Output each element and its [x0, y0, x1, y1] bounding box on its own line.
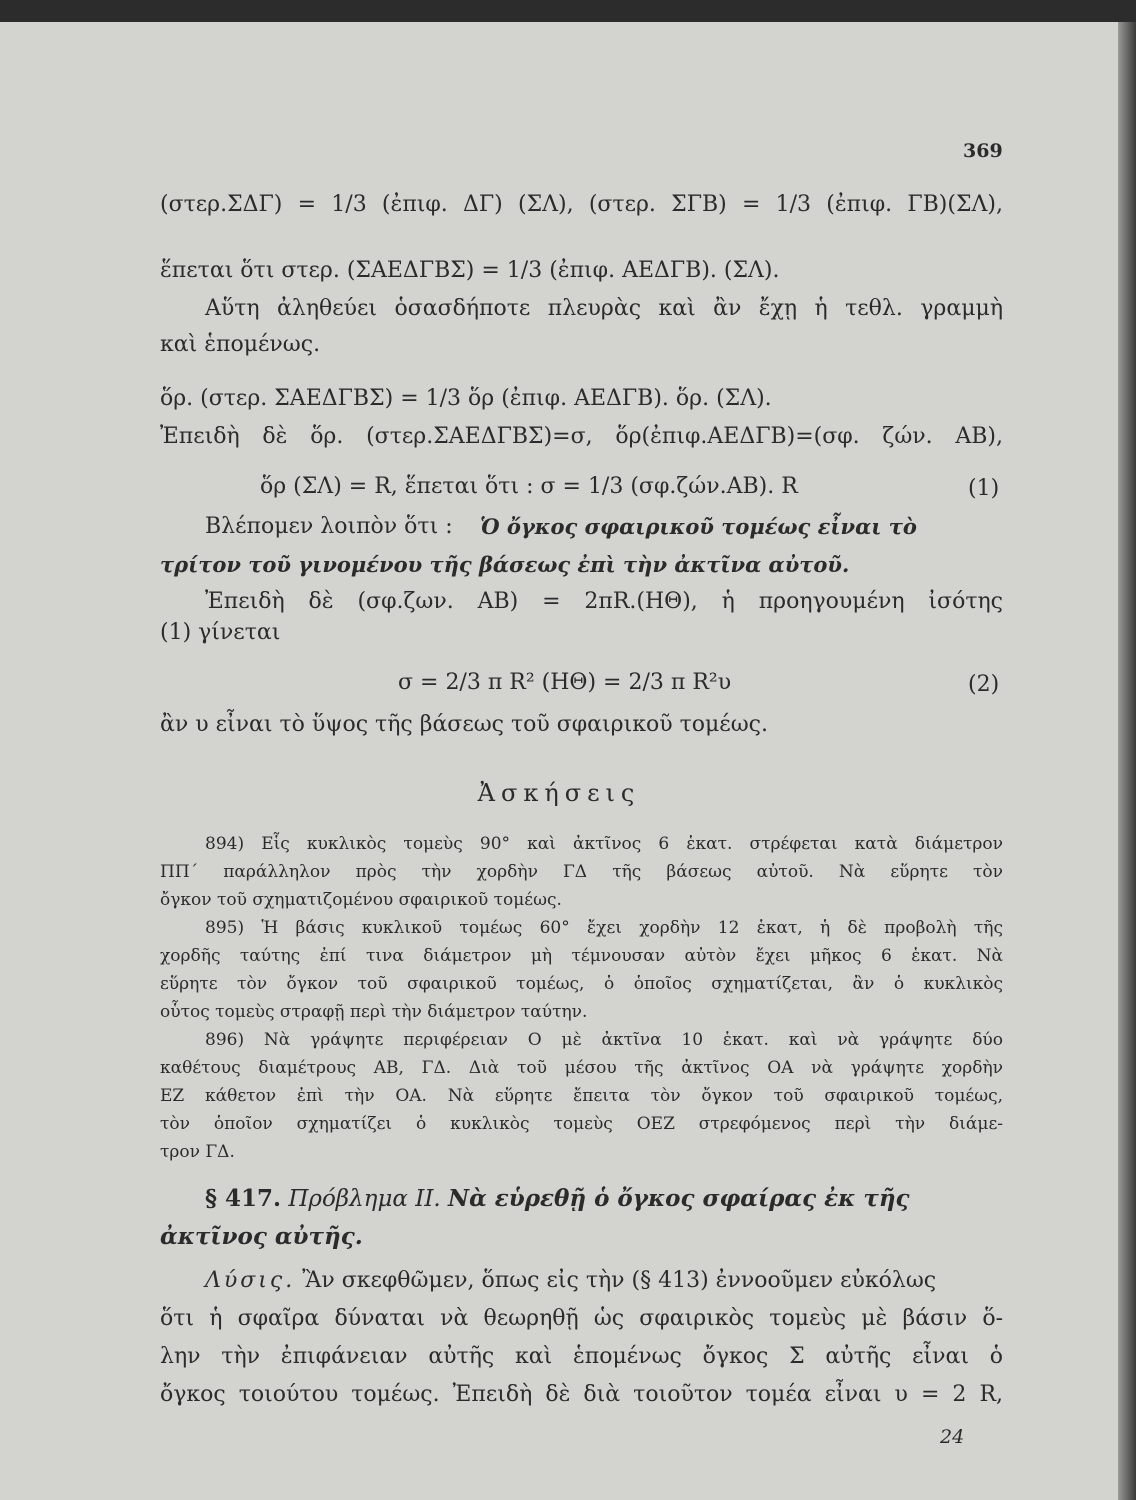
book-page [0, 22, 1118, 1500]
formula: σ = 2/3 π R² (ΗΘ) = 2/3 π R²υ [398, 670, 732, 695]
text-line: Βλέπομεν λοιπὸν ὅτι : [205, 514, 453, 539]
exercise-line: 894) Εἷς κυκλικὸς τομεὺς 90° καὶ ἀκτῖνος 6 ἑκατ. στρέφεται κατὰ διάμετρον [205, 834, 1003, 854]
exercise-line: τὸν ὁποῖον σχηματίζει ὁ κυκλικὸς τομεὺς ΟΕΖ στρεφόμενος περὶ τὴν διάμε- [160, 1114, 1003, 1134]
exercise-line: καθέτους διαμέτρους ΑΒ, ΓΔ. Διὰ τοῦ μέσου τῆς ἀκτῖνος ΟΑ νὰ γράψητε χορδὴν [160, 1058, 1003, 1078]
exercise-line: εὕρητε τὸν ὄγκον τοῦ σφαιρικοῦ τομέως, ὁ ὁποῖος σχηματίζεται, ἂν ὁ κυκλικὸς [160, 974, 1003, 994]
page-edge-shadow [1118, 22, 1136, 1500]
theorem-statement: τρίτον τοῦ γινομένου τῆς βάσεως ἐπὶ τὴν ἀκτῖνα αὐτοῦ. [160, 552, 850, 577]
equation-number: (1) [968, 476, 1000, 501]
page-number: 369 [963, 140, 1003, 162]
text-line: (1) γίνεται [160, 620, 281, 645]
section-statement: Νὰ εὑρεθῇ ὁ ὄγκος σφαίρας ἐκ τῆς [448, 1185, 910, 1212]
solution-line: ὅτι ἡ σφαῖρα δύναται νὰ θεωρηθῇ ὡς σφαιρικὸς τομεὺς μὲ βάσιν ὅ- [160, 1306, 1003, 1331]
solution-line [205, 1266, 936, 1296]
exercise-line: ΠΠ΄ παράλληλον πρὸς τὴν χορδὴν ΓΔ τῆς βάσεως αὐτοῦ. Νὰ εὕρητε τὸν [160, 862, 1003, 882]
exercise-line: ΕΖ κάθετον ἐπὶ τὴν ΟΑ. Νὰ εὕρητε ἔπειτα τὸν ὄγκον τοῦ σφαιρικοῦ τομέως, [160, 1086, 1003, 1106]
text-line: ὅρ (ΣΛ) = R, ἕπεται ὅτι : σ = 1/3 (σφ.ζών.ΑΒ). R [260, 474, 798, 499]
section-heading [205, 1184, 910, 1214]
exercise-line: 895) Ἡ βάσις κυκλικοῦ τομέως 60° ἔχει χορδὴν 12 ἑκατ, ἡ δὲ προβολὴ τῆς [205, 918, 1003, 938]
signature-number: 24 [940, 1426, 965, 1448]
text-line: ἂν υ εἶναι τὸ ὕψος τῆς βάσεως τοῦ σφαιρικοῦ τομέως. [160, 712, 768, 737]
solution-line: ὄγκος τοιούτου τομέως. Ἐπειδὴ δὲ διὰ τοιοῦτον τομέα εἶναι υ = 2 R, [160, 1382, 1003, 1407]
section-number: § 417. [205, 1185, 282, 1212]
equation-number: (2) [968, 672, 1000, 697]
section-statement-cont: ἀκτῖνος αὐτῆς. [160, 1223, 363, 1250]
exercise-line: 896) Νὰ γράψητε περιφέρειαν Ο μὲ ἀκτῖνα 10 ἑκατ. καὶ νὰ γράψητε δύο [205, 1030, 1003, 1050]
text-line: Αὕτη ἀληθεύει ὁσασδήποτε πλευρὰς καὶ ἂν ἔχῃ ἡ τεθλ. γραμμὴ [205, 296, 1003, 321]
exercise-line: τρον ΓΔ. [160, 1142, 235, 1162]
text-line: καὶ ἑπομένως. [160, 332, 321, 357]
text-line: Ἐπειδὴ δὲ (σφ.ζων. ΑΒ) = 2πR.(ΗΘ), ἡ προηγουμένη ἰσότης [205, 589, 1003, 614]
text-line: ὅρ. (στερ. ΣΑΕΔΓΒΣ) = 1/3 ὅρ (ἐπιφ. ΑΕΔΓΒ). ὅρ. (ΣΛ). [160, 386, 772, 411]
solution-label: Λύσις. [205, 1268, 296, 1293]
text-line: ἕπεται ὅτι στερ. (ΣΑΕΔΓΒΣ) = 1/3 (ἐπιφ. ΑΕΔΓΒ). (ΣΛ). [160, 258, 780, 283]
solution-text: Ἂν σκεφθῶμεν, ὅπως εἰς τὴν (§ 413) ἐννοοῦμεν εὐκόλως [302, 1268, 937, 1293]
exercise-line: οὗτος τομεὺς στραφῇ περὶ τὴν διάμετρον ταύτην. [160, 1002, 588, 1022]
exercise-line: χορδῆς ταύτης ἐπί τινα διάμετρον μὴ τέμνουσαν αὐτὸν ἔχει μῆκος 6 ἑκατ. Νὰ [160, 946, 1003, 966]
theorem-statement: Ὁ ὄγκος σφαιρικοῦ τομέως εἶναι τὸ [480, 514, 917, 539]
text-line: (στερ.ΣΔΓ) = 1/3 (ἐπιφ. ΔΓ) (ΣΛ), (στερ. ΣΓΒ) = 1/3 (ἐπιφ. ΓΒ)(ΣΛ), [160, 192, 1003, 217]
solution-line: λην τὴν ἐπιφάνειαν αὐτῆς καὶ ἑπομένως ὄγκος Σ αὐτῆς εἶναι ὁ [160, 1344, 1003, 1369]
exercises-heading: Ἀσκήσεις [477, 779, 641, 807]
exercise-line: ὄγκον τοῦ σχηματιζομένου σφαιρικοῦ τομέως. [160, 890, 562, 910]
text-line: Ἐπειδὴ δὲ ὅρ. (στερ.ΣΑΕΔΓΒΣ)=σ, ὅρ(ἐπιφ.ΑΕΔΓΒ)=(σφ. ζών. ΑΒ), [160, 424, 1003, 449]
section-title: Πρόβλημα ΙΙ. [288, 1186, 441, 1212]
